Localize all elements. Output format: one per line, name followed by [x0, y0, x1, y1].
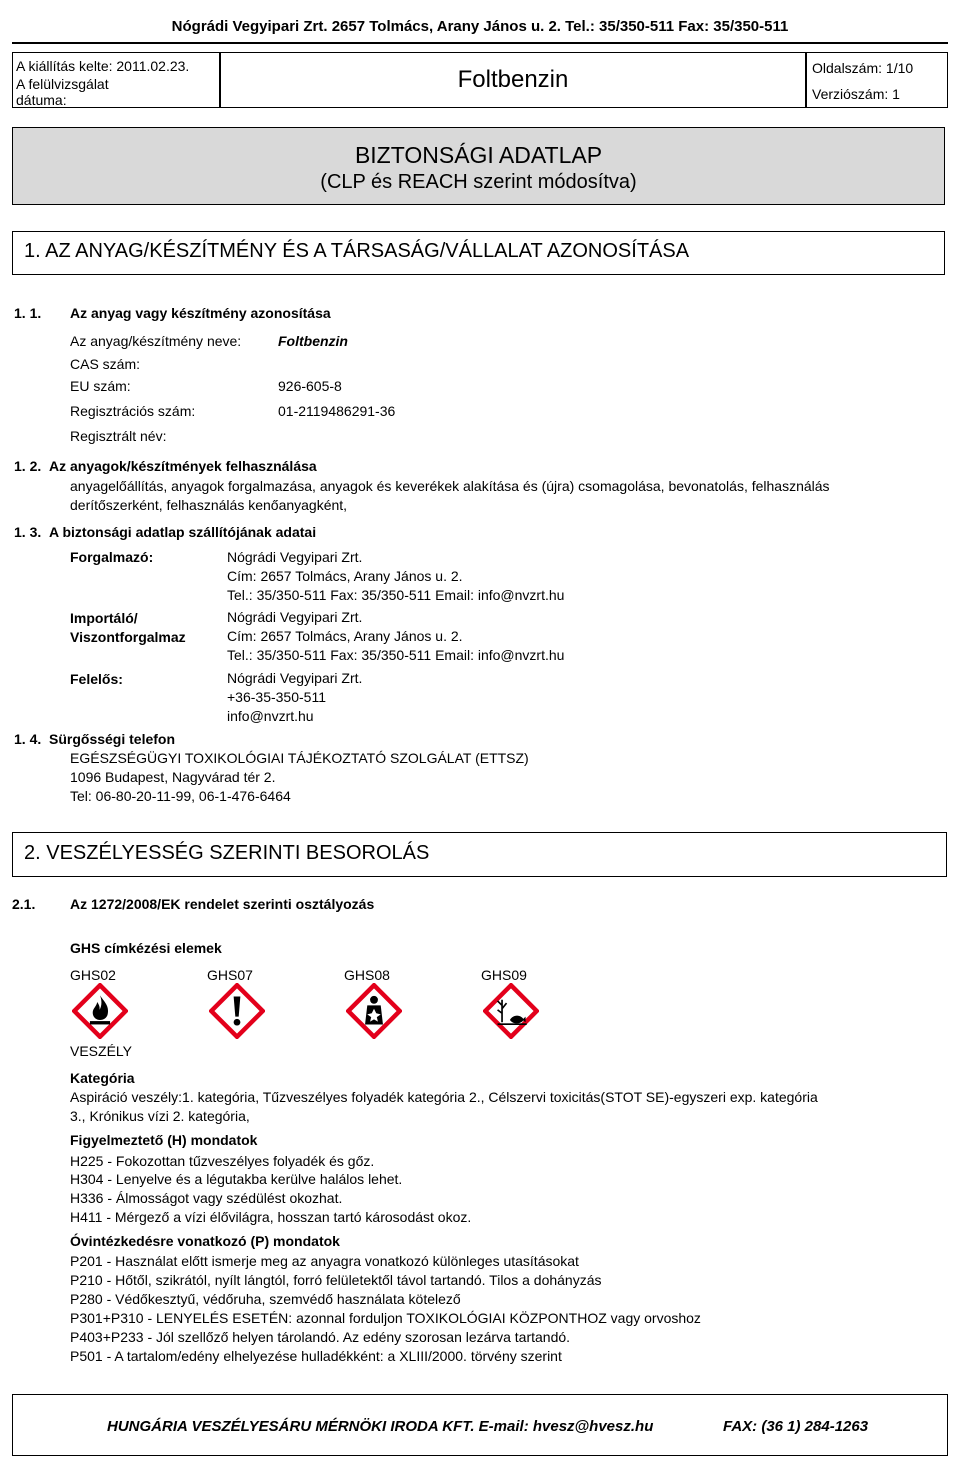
category-title: Kategória [70, 1070, 135, 1086]
name-value: Foltbenzin [278, 333, 348, 349]
category-text-2: 3., Krónikus vízi 2. kategória, [70, 1108, 250, 1124]
emergency-phone: Tel: 06-80-20-11-99, 06-1-476-6464 [70, 788, 291, 804]
distributor-contact: Tel.: 35/350-511 Fax: 35/350-511 Email: info@nvzrt.hu [227, 587, 565, 603]
name-label: Az anyag/készítmény neve: [70, 333, 242, 349]
p-statements-title: Óvintézkedésre vonatkozó (P) mondatok [70, 1233, 340, 1249]
s12-text-1: anyagelőállítás, anyagok forgalmazása, anyagok és keverékek alakítása és (újra) csomagolása, bevonatolás, felhasználás [70, 478, 830, 494]
review-date-label-2: dátuma: [16, 92, 67, 108]
ghs-code-4: GHS09 [481, 967, 527, 983]
reg-label: Regisztrációs szám: [70, 403, 196, 419]
ghs-code-1: GHS02 [70, 967, 116, 983]
s14-title: Sürgősségi telefon [49, 731, 176, 747]
environment-icon [483, 983, 539, 1039]
p-statement: P501 - A tartalom/edény elhelyezése hulladékként: a XLIII/2000. törvény szerint [70, 1348, 562, 1364]
reg-value: 01-2119486291-36 [278, 403, 396, 419]
h-statement: H411 - Mérgező a vízi élővilágra, hosszan tartó károsodást okoz. [70, 1209, 472, 1225]
s11-number: 1. 1. [14, 305, 42, 321]
importer-address: Cím: 2657 Tolmács, Arany János u. 2. [227, 628, 463, 644]
s13-number: 1. 3. [14, 524, 42, 540]
distributor-label: Forgalmazó: [70, 549, 154, 565]
regname-label: Regisztrált név: [70, 428, 167, 444]
p-statement: P280 - Védőkesztyű, védőruha, szemvédő használata kötelező [70, 1291, 461, 1307]
review-date-label: A felülvizsgálat [16, 76, 109, 92]
h-statement: H336 - Álmosságot vagy szédülést okozhat. [70, 1190, 343, 1206]
exclamation-icon [209, 983, 265, 1039]
s12-number: 1. 2. [14, 458, 42, 474]
p-statement: P210 - Hőtől, szikrától, nyílt lángtól, forró felületektől távol tartandó. Tilos a dohányzás [70, 1272, 602, 1288]
s21-number: 2.1. [12, 896, 36, 912]
company-header-line: Nógrádi Vegyipari Zrt. 2657 Tolmács, Arany János u. 2. Tel.: 35/350-511 Fax: 35/350-511 [171, 18, 789, 35]
emergency-service: EGÉSZSÉGÜGYI TOXIKOLÓGIAI TÁJÉKOZTATÓ SZOLGÁLAT (ETTSZ) [70, 750, 529, 766]
importer-name: Nógrádi Vegyipari Zrt. [227, 609, 363, 625]
s13-title: A biztonsági adatlap szállítójának adatai [49, 524, 317, 540]
h-statement: H304 - Lenyelve és a légutakba kerülve halálos lehet. [70, 1171, 403, 1187]
flame-icon [72, 983, 128, 1039]
eu-label: EU szám: [70, 378, 131, 394]
section2-heading: 2. VESZÉLYESSÉG SZERINTI BESOROLÁS [24, 842, 430, 864]
h-statements-title: Figyelmeztető (H) mondatok [70, 1132, 258, 1148]
document-subtitle: (CLP és REACH szerint módosítva) [320, 171, 637, 193]
p-statement: P201 - Használat előtt ismerje meg az anyagra vonatkozó különleges utasításokat [70, 1253, 579, 1269]
emergency-address: 1096 Budapest, Nagyvárad tér 2. [70, 769, 276, 785]
category-text-1: Aspiráció veszély:1. kategória, Tűzveszélyes folyadék kategória 2., Célszervi toxicitás(STOT SE)-egyszeri exp. kategória [70, 1089, 818, 1105]
s11-title: Az anyag vagy készítmény azonosítása [70, 305, 331, 321]
distributor-address: Cím: 2657 Tolmács, Arany János u. 2. [227, 568, 463, 584]
p-statement: P403+P233 - Jól szellőző helyen tárolandó. Az edény szorosan lezárva tartandó. [70, 1329, 571, 1345]
distributor-name: Nógrádi Vegyipari Zrt. [227, 549, 363, 565]
s21-title: Az 1272/2008/EK rendelet szerinti osztályozás [70, 896, 375, 912]
responsible-email: info@nvzrt.hu [227, 708, 314, 724]
responsible-name: Nógrádi Vegyipari Zrt. [227, 670, 363, 686]
ghs-code-2: GHS07 [207, 967, 253, 983]
cas-label: CAS szám: [70, 356, 141, 372]
s14-number: 1. 4. [14, 731, 42, 747]
footer-company: HUNGÁRIA VESZÉLYESÁRU MÉRNÖKI IRODA KFT. E-mail: hvesz@hvesz.hu [107, 1418, 654, 1435]
responsible-label: Felelős: [70, 671, 123, 687]
health-hazard-icon [346, 983, 402, 1039]
document-title: BIZTONSÁGI ADATLAP [354, 142, 603, 168]
section1-heading: 1. AZ ANYAG/KÉSZÍTMÉNY ÉS A TÁRSASÁG/VÁLLALAT AZONOSÍTÁSA [24, 240, 690, 262]
page-number: Oldalszám: 1/10 [812, 60, 914, 76]
h-statement: H225 - Fokozottan tűzveszélyes folyadék és gőz. [70, 1153, 375, 1169]
importer-label-2: Viszontforgalmaz [70, 629, 186, 645]
importer-label: Importáló/ [70, 610, 138, 626]
product-name: Foltbenzin [457, 66, 569, 93]
signal-word: VESZÉLY [70, 1043, 132, 1059]
version-number: Verziószám: 1 [812, 86, 900, 102]
eu-value: 926-605-8 [278, 378, 342, 394]
ghs-title: GHS címkézési elemek [70, 940, 222, 956]
s12-title: Az anyagok/készítmények felhasználása [49, 458, 317, 474]
responsible-phone: +36-35-350-511 [227, 689, 326, 705]
ghs-code-3: GHS08 [344, 967, 390, 983]
s12-text-2: derítőszerként, felhasználás kenőanyagként, [70, 497, 348, 513]
importer-contact: Tel.: 35/350-511 Fax: 35/350-511 Email: info@nvzrt.hu [227, 647, 565, 663]
footer-fax: FAX: (36 1) 284-1263 [723, 1418, 869, 1435]
header-rule [12, 42, 948, 44]
p-statement: P301+P310 - LENYELÉS ESETÉN: azonnal forduljon TOXIKOLÓGIAI KÖZPONTHOZ vagy orvoshoz [70, 1310, 701, 1326]
issue-date: A kiállítás kelte: 2011.02.23. [16, 58, 190, 74]
